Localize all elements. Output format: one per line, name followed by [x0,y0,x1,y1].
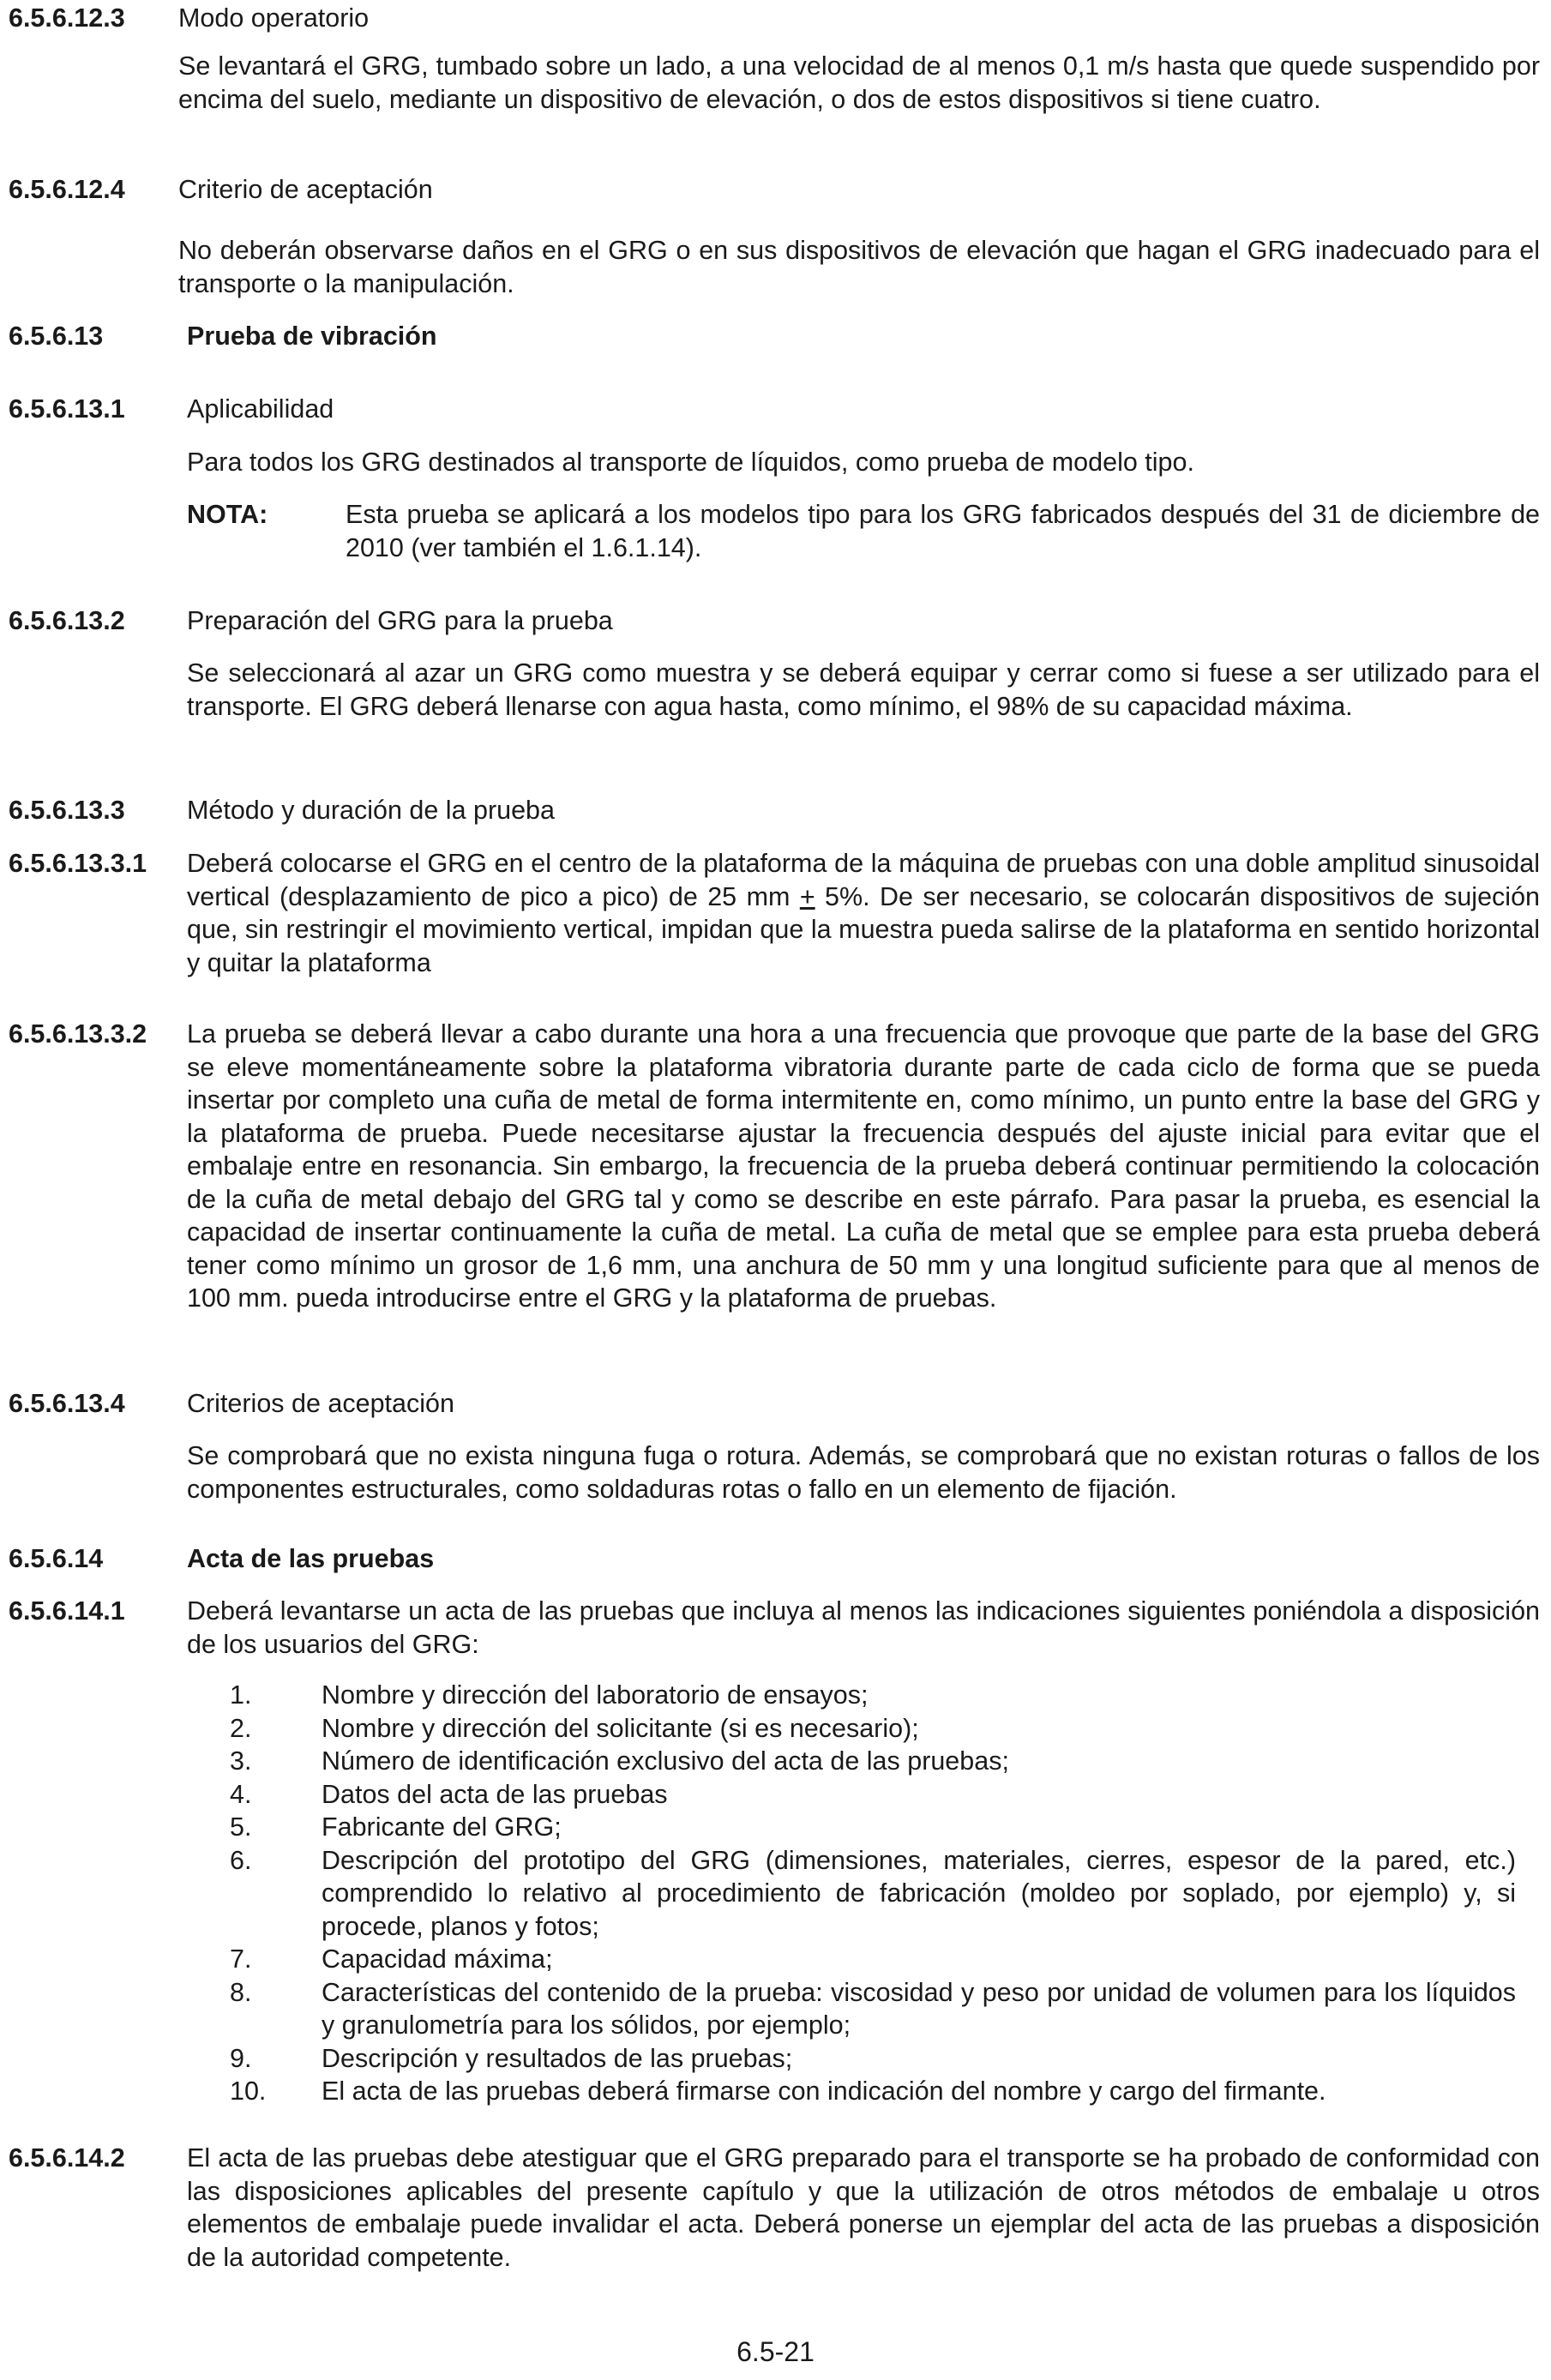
list-number: 10. [230,2076,267,2106]
list-item [230,1778,1516,1812]
list-number: 1. [230,1680,252,1710]
section-title: Criterios de aceptación [187,1389,454,1418]
list-item [230,1745,1516,1778]
paragraph [187,847,1540,979]
section-title: Método y duración de la prueba [187,796,555,825]
section-title: Modo operatorio [178,3,370,33]
list-item [230,2075,1516,2108]
list-text: Datos del acta de las pruebas [322,1779,668,1809]
list-text: Características del contenido de la prueba: viscosidad y peso por unidad de volumen para los líquidos y granulometría para los sólidos, por ejemplo; [322,1977,1516,2040]
section-title: Aplicabilidad [187,394,334,424]
list-item [230,1844,1516,1944]
paragraph: Para todos los GRG destinados al transporte de líquidos, como prueba de modelo tipo. [187,448,1194,477]
list-number: 4. [230,1779,252,1809]
section-title: Preparación del GRG para la prueba [187,606,613,635]
paragraph: El acta de las pruebas debe atestiguar que el GRG preparado para el transporte se ha probado de conformidad con las disposiciones aplicables del presente capítulo y que la utilización de otros métodos de embalaje u otros elementos de embalaje puede invalidar el acta. Deberá ponerse un ejemplar del acta de las pruebas a disposición de la autoridad competente. [187,2143,1540,2272]
section-number: 6.5.6.14.2 [9,2143,125,2173]
paragraph-text: Deberá colocarse el GRG en el centro de la plataforma de la máquina de pruebas con una doble amplitud sinusoidal vertical (desplazamiento de pico a pico) de 25 mm [187,849,1540,911]
section-title: Criterio de aceptación [178,175,433,204]
plus-minus-sign: + [799,881,815,911]
list-text: Número de identificación exclusivo del acta de las pruebas; [322,1746,1009,1776]
section-number: 6.5.6.13.3.1 [9,849,147,878]
section-title: Acta de las pruebas [187,1544,435,1573]
list-item [230,1712,1516,1746]
paragraph: Se levantará el GRG, tumbado sobre un lado, a una velocidad de al menos 0,1 m/s hasta que quede suspendido por encima del suelo, mediante un dispositivo de elevación, o dos de estos dispositivos si tiene cuatro. [178,51,1540,114]
section-number: 6.5.6.12.4 [9,175,125,204]
list-text: Descripción del prototipo del GRG (dimensiones, materiales, cierres, espesor de la pared, etc.) comprendido lo relativo al procedimiento de fabricación (moldeo por soplado, por ejemplo) y, si procede, planos y fotos; [322,1845,1516,1941]
list-text: Nombre y dirección del solicitante (si es necesario); [322,1713,919,1743]
list-item [230,1679,1516,1712]
list-text: Descripción y resultados de las pruebas; [322,2043,793,2073]
list-text: El acta de las pruebas deberá firmarse con indicación del nombre y cargo del firmante. [322,2076,1326,2106]
list-item [230,1976,1516,2042]
paragraph: La prueba se deberá llevar a cabo durante una hora a una frecuencia que provoque que parte de la base del GRG se eleve momentáneamente sobre la plataforma vibratoria durante parte de cada ciclo de forma que se pueda insertar por completo una cuña de metal de forma intermitente en, como mínimo, un punto entre la base del GRG y la plataforma de prueba. Puede necesitarse ajustar la frecuencia después del ajuste inicial para evitar que el embalaje entre en resonancia. Sin embargo, la frecuencia de la prueba deberá continuar permitiendo la colocación de la cuña de metal debajo del GRG tal y como se describe en este párrafo. Para pasar la prueba, es esencial la capacidad de insertar continuamente la cuña de metal. La cuña de metal que se emplee para esta prueba deberá tener como mínimo un grosor de 1,6 mm, una anchura de 50 mm y una longitud suficiente para que al menos de 100 mm. pueda introducirse entre el GRG y la plataforma de pruebas. [187,1019,1540,1313]
list-number: 5. [230,1812,252,1842]
paragraph: No deberán observarse daños en el GRG o en sus dispositivos de elevación que hagan el GRG inadecuado para el transporte o la manipulación. [178,236,1540,298]
paragraph: Se comprobará que no exista ninguna fuga o rotura. Además, se comprobará que no existan roturas o fallos de los componentes estructurales, como soldaduras rotas o fallo en un elemento de fijación. [187,1441,1540,1504]
list-number: 9. [230,2043,252,2073]
section-number: 6.5.6.14 [9,1544,104,1573]
paragraph-text: 5%. De ser necesario, se colocarán dispositivos de sujeción que, sin restringir el movimiento vertical, impidan que la muestra pueda salirse de la plataforma en sentido horizontal y quitar la plataforma [187,881,1540,977]
section-number: 6.5.6.13.3.2 [9,1019,147,1049]
section-number: 6.5.6.13.4 [9,1389,125,1418]
page-number: 6.5-21 [736,2336,815,2367]
paragraph: Deberá levantarse un acta de las pruebas que incluya al menos las indicaciones siguientes poniéndola a disposición de los usuarios del GRG: [187,1596,1540,1659]
section-number: 6.5.6.13.2 [9,606,125,635]
list-text: Capacidad máxima; [322,1944,553,1974]
paragraph: Se seleccionará al azar un GRG como muestra y se deberá equipar y cerrar como si fuese a ser utilizado para el transporte. El GRG deberá llenarse con agua hasta, como mínimo, el 98% de su capacidad máxima. [187,658,1540,721]
list-text: Fabricante del GRG; [322,1812,562,1842]
list-number: 8. [230,1977,252,2007]
list-item [230,1811,1516,1844]
list-number: 6. [230,1845,252,1875]
list-item [230,2042,1516,2076]
section-number: 6.5.6.14.1 [9,1596,125,1626]
note-label: NOTA: [187,500,268,529]
requirements-list [230,1679,1516,2108]
list-number: 2. [230,1713,252,1743]
section-number: 6.5.6.12.3 [9,3,125,33]
section-number: 6.5.6.13.3 [9,796,125,825]
list-item [230,1943,1516,1976]
note-text: Esta prueba se aplicará a los modelos tipo para los GRG fabricados después del 31 de diciembre de 2010 (ver también el 1.6.1.14). [346,500,1540,562]
list-number: 3. [230,1746,252,1776]
list-text: Nombre y dirección del laboratorio de ensayos; [322,1680,869,1710]
list-number: 7. [230,1944,252,1974]
section-number: 6.5.6.13.1 [9,394,125,424]
section-title: Prueba de vibración [187,322,437,351]
section-number: 6.5.6.13 [9,322,104,351]
